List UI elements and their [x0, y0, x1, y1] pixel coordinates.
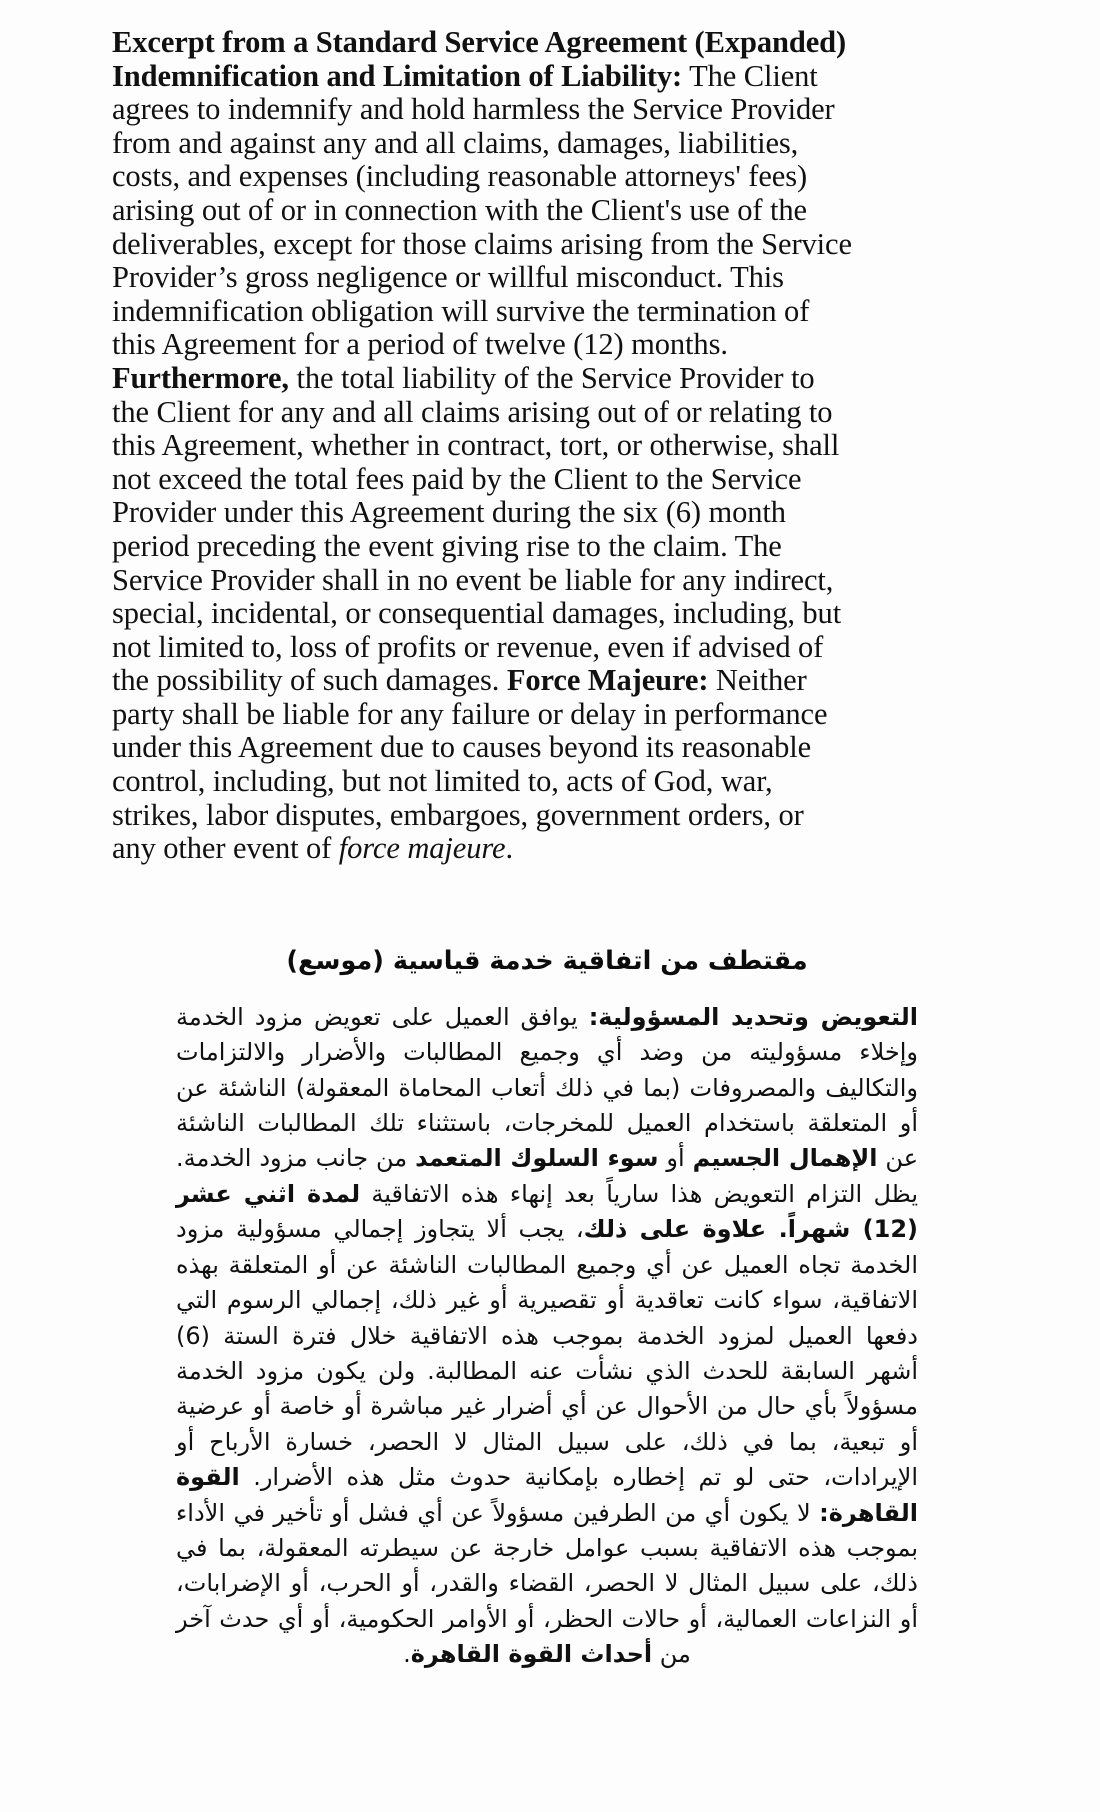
english-indemnification-label: Indemnification and Limitation of Liability:: [112, 58, 683, 93]
arabic-section: [176, 944, 918, 1673]
arabic-willful-misconduct-emphasis: سوء السلوك المتعمد: [415, 1144, 659, 1173]
arabic-force-majeure-body: لا يكون أي من الطرفين مسؤولاً عن أي فشل أو تأخير في الأداء بموجب هذه الاتفاقية بسبب عوامل خارجة عن سيطرته المعقولة، بما في ذلك، على سبيل المثال لا الحصر، القضاء والقدر، أو الحرب، أو الإضرابات، أو النزاعات العمالية، أو حالات الحظر، أو الأوامر الحكومية، أو أي حدث آخر من: [176, 1498, 918, 1669]
english-section: [112, 26, 852, 866]
english-indemnification-body-part-2: the total liability of the Service Provider to the Client for any and all claims arising out of or relating to this Agreement, whether in contract, tort, or otherwise, shall not exceed the total fees paid by the Client to the Service Provider under this Agreement during the six (6) month period preceding the event giving rise to the claim. The Service Provider shall in no event be liable for any indirect, special, incidental, or consequential damages, including, but not limited to, loss of profits or revenue, even if advised of the possibility of such damages.: [112, 360, 842, 698]
english-force-majeure-italic-term: force majeure: [338, 831, 506, 866]
english-final-period: .: [505, 831, 513, 866]
arabic-conjunction-or: أو: [658, 1144, 693, 1173]
arabic-force-majeure-label: القوة القاهرة:: [176, 1463, 918, 1527]
arabic-gross-negligence-emphasis: الإهمال الجسيم: [692, 1144, 878, 1173]
arabic-force-majeure-events-emphasis: أحداث القوة القاهرة: [410, 1640, 653, 1669]
arabic-liability-cap-body: ، يجب ألا يتجاوز إجمالي مسؤولية مزود الخدمة تجاه العميل عن أي وجميع المطالبات الناشئة عن أو المتعلقة بهذه الاتفاقية، سواء كانت تعاقدية أو تقصيرية أو غير ذلك، إجمالي الرسوم التي دفعها العميل لمزود الخدمة بموجب هذه الاتفاقية خلال فترة الستة (6) أشهر السابقة للحدث الذي نشأت عنه المطالبة. ولن يكون مزود الخدمة مسؤولاً بأي حال من الأحوال عن أي أضرار غير مباشرة أو خاصة أو عرضية أو تبعية، بما في ذلك، على سبيل المثال لا الحصر، خسارة الأرباح أو الإيرادات، حتى لو تم إخطاره بإمكانية حدوث مثل هذه الأضرار.: [176, 1215, 918, 1492]
english-force-majeure-label: Force Majeure:: [506, 663, 709, 698]
arabic-indemnification-body-part-2: من جانب مزود الخدمة. يظل التزام التعويض هذا سارياً بعد إنهاء هذه الاتفاقية: [176, 1144, 918, 1208]
english-furthermore-emphasis: Furthermore,: [112, 360, 289, 395]
arabic-furthermore-emphasis: علاوة على ذلك: [583, 1215, 779, 1244]
arabic-body: [176, 1000, 918, 1673]
arabic-heading: مقتطف من اتفاقية خدمة قياسية (موسع): [286, 945, 808, 976]
english-title: Excerpt from a Standard Service Agreement (Expanded): [112, 25, 847, 59]
section-divider-gap: [112, 866, 982, 944]
arabic-indemnification-body-part-1: يوافق العميل على تعويض مزود الخدمة وإخلاء مسؤوليته من وضد أي وجميع المطالبات والأضرار والالتزامات والتكاليف والمصروفات (بما في ذلك أتعاب المحاماة المعقولة) الناشئة عن أو المتعلقة باستخدام العميل للمخرجات، باستثناء تلك المطالبات الناشئة عن: [176, 1002, 919, 1173]
arabic-final-period: .: [403, 1640, 411, 1669]
arabic-indemnification-label: التعويض وتحديد المسؤولية:: [588, 1002, 918, 1031]
english-force-majeure-body: Neither party shall be liable for any failure or delay in performance under this Agreement due to causes beyond its reasonable control, including, but not limited to, acts of God, war, strikes, labor disputes, embargoes, government orders, or any other event of: [112, 663, 828, 866]
arabic-twelve-months-emphasis: لمدة اثني عشر (12) شهراً.: [176, 1179, 919, 1244]
english-indemnification-body-part-1: The Client agrees to indemnify and hold harmless the Service Provider from and against any and all claims, damages, liabilities, costs, and expenses (including reasonable attorneys' fees) arising out of or in connection with the Client's use of the deliverables, except for those claims arising from the Service Provider’s gross negligence or willful misconduct. This indemnification obligation will survive the termination of this Agreement for a period of twelve (12) months.: [112, 58, 852, 362]
